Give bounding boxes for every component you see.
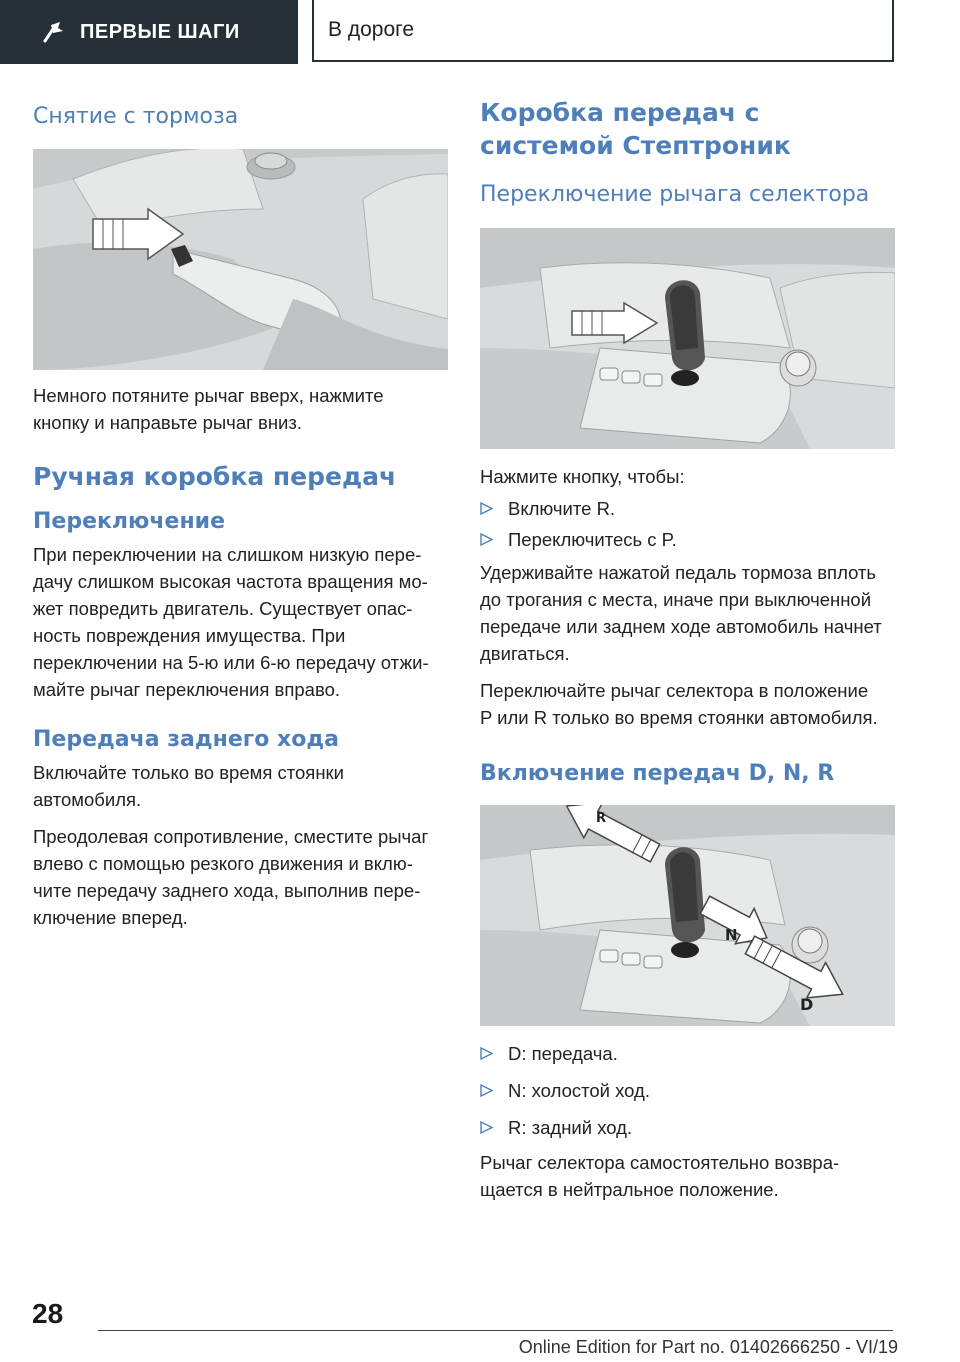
figure-handbrake-caption: Немного потяните рычаг вверх, нажмите кнопку и направьте рычаг вниз. (33, 385, 384, 433)
section-tab-label: ПЕРВЫЕ ШАГИ (80, 20, 240, 43)
page-header (0, 0, 960, 66)
list-item (480, 495, 896, 522)
hold-brake-text: Удерживайте нажатой педаль тормоза вплоть до трогания с места, иначе при выключенной передаче или заднем ходе автомобиль начнет двигаться. (480, 562, 882, 664)
heading-shifting: Переключение (33, 509, 225, 534)
subsection-tab-label: В дороге (328, 18, 415, 41)
list-item (480, 1114, 896, 1141)
heading-brake-release: Снятие с тормоза (33, 104, 239, 129)
reverse-text-2: Преодолевая сопротивление, сместите рычаг влево с помощью резкого движения и вклю-чите передачу заднего хода, выполнив пере-ключение вперед. (33, 826, 429, 928)
flag-icon (40, 19, 66, 45)
subsection-tab[interactable] (312, 0, 894, 62)
list-item (480, 526, 896, 553)
section-tab[interactable] (0, 0, 298, 64)
right-column (480, 96, 896, 1203)
gear-label-d: D (800, 995, 814, 1014)
press-button-text: Нажмите кнопку, чтобы: (480, 466, 685, 487)
list-item-label: R: задний ход. (508, 1117, 633, 1138)
figure-gear-positions (480, 805, 895, 1026)
heading-engage-drn: Включение передач D, N, R (480, 761, 835, 786)
heading-reverse-gear: Передача заднего хода (33, 727, 339, 752)
triangle-right-icon (480, 502, 494, 515)
figure-selector-button (480, 228, 895, 449)
list-item-label: N: холостой ход. (508, 1080, 650, 1101)
heading-selector-lever: Переключение рычага селектора (480, 182, 870, 207)
list-button-actions (480, 495, 896, 553)
triangle-right-icon (480, 533, 494, 546)
list-item-label: D: передача. (508, 1043, 618, 1064)
triangle-right-icon (480, 1084, 494, 1097)
page-number: 28 (32, 1298, 64, 1329)
heading-steptronic: Коробка передач с системой Стептроник (480, 98, 791, 160)
list-item (480, 1040, 896, 1067)
shifting-text: При переключении на слишком низкую пере-дачу слишком высокая частота вращения мо-жет повредить двигатель. Существует опас-ность повреждения имущества. При переключении на 5-ю или 6-ю передачу отжи-майте рычаг переключения вправо. (33, 544, 429, 700)
triangle-right-icon (480, 1047, 494, 1060)
switch-parked-text: Переключайте рычаг селектора в положение P или R только во время стоянки автомобиля. (480, 680, 878, 728)
list-item-label: Переключитесь с P. (508, 529, 677, 550)
returns-text: Рычаг селектора самостоятельно возвра-щается в нейтральное положение. (480, 1152, 840, 1200)
list-item (480, 1077, 896, 1104)
reverse-text-1: Включайте только во время стоянки автомобиля. (33, 762, 344, 810)
gear-label-r: R (596, 811, 607, 826)
heading-manual-transmission: Ручная коробка передач (33, 462, 397, 491)
gear-label-n: N (725, 926, 738, 944)
left-column (33, 96, 449, 931)
list-gear-meanings (480, 1040, 896, 1141)
edition-text: Online Edition for Part no. 01402666250 - VI/19 (518, 1337, 898, 1357)
figure-handbrake (33, 149, 448, 370)
list-item-label: Включите R. (508, 498, 616, 519)
footer-divider (98, 1330, 893, 1331)
triangle-right-icon (480, 1121, 494, 1134)
